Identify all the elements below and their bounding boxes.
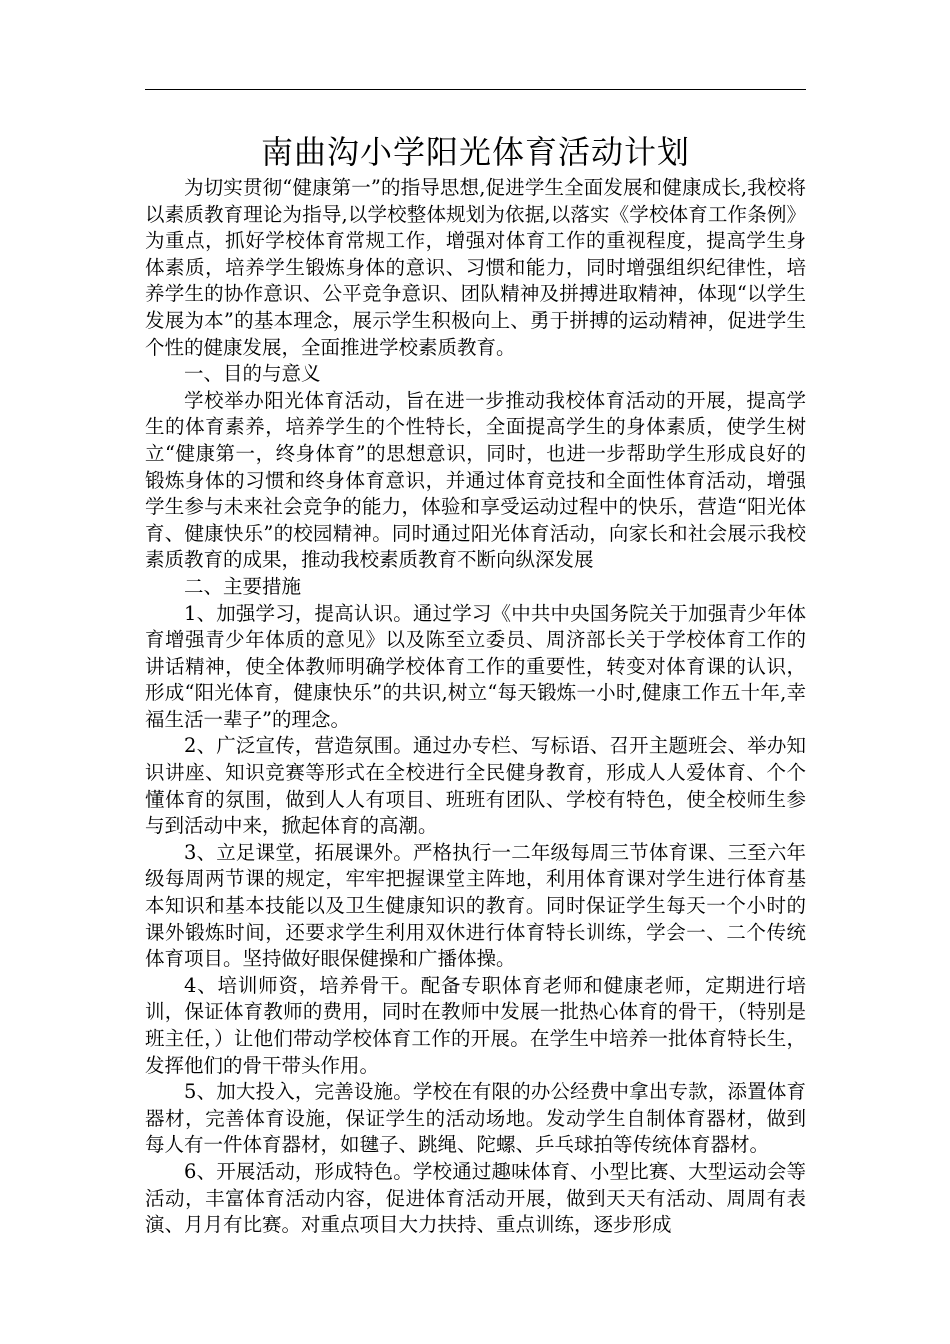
header-rule (145, 89, 806, 90)
section-heading-purpose: 一、目的与意义 (184, 362, 321, 386)
measure-paragraph-6: 6、开展活动，形成特色。学校通过趣味体育、小型比赛、大型运动会等活动，丰富体育活动内容，促进体育活动开展，做到天天有活动、周周有表演、月月有比赛。对重点项目大力扶持、重点训练，逐步形成 (145, 1159, 806, 1237)
measure-paragraph-1: 1、加强学习，提高认识。通过学习《中共中央国务院关于加强青少年体育增强青少年体质的意见》以及陈至立委员、周济部长关于学校体育工作的讲话精神，使全体教师明确学校体育工作的重要性，转变对体育课的认识，形成“阳光体育，健康快乐”的共识,树立“每天锻炼一小时,健康工作五十年,幸福生活一辈子”的理念。 (145, 601, 806, 731)
measure-paragraph-5: 5、加大投入，完善设施。学校在有限的办公经费中拿出专款，添置体育器材，完善体育设施，保证学生的活动场地。发动学生自制体育器材，做到每人有一件体育器材，如毽子、跳绳、陀螺、乒乓球拍等传统体育器材。 (145, 1080, 806, 1157)
purpose-paragraph: 学校举办阳光体育活动，旨在进一步推动我校体育活动的开展，提高学生的体育素养，培养学生的个性特长，全面提高学生的身体素质，使学生树立“健康第一，终身体育”的思想意识，同时，也进一步帮助学生形成良好的锻炼身体的习惯和终身体育意识，并通过体育竞技和全面性体育活动，增强学生参与未来社会竞争的能力，体验和享受运动过程中的快乐，营造“阳光体育、健康快乐”的校园精神。同时通过阳光体育活动，向家长和社会展示我校素质教育的成果，推动我校素质教育不断向纵深发展 (145, 388, 806, 572)
document-body (145, 175, 806, 1239)
measure-paragraph-2: 2、广泛宣传，营造氛围。通过办专栏、写标语、召开主题班会、举办知识讲座、知识竞赛等形式在全校进行全民健身教育，形成人人爱体育、个个懂体育的氛围，做到人人有项目、班班有团队、学校有特色，使全校师生参与到活动中来，掀起体育的高潮。 (145, 734, 806, 838)
section-heading-measures: 二、主要措施 (184, 574, 302, 598)
measure-paragraph-3: 3、立足课堂，拓展课外。严格执行一二年级每周三节体育课、三至六年级每周两节课的规定，牢牢把握课堂主阵地，利用体育课对学生进行体育基本知识和基本技能以及卫生健康知识的教育。同时保证学生每天一个小时的课外锻炼时间，还要求学生利用双休进行体育特长训练，学会一、二个传统体育项目。坚持做好眼保健操和广播体操。 (145, 840, 806, 971)
intro-paragraph: 为切实贯彻“健康第一”的指导思想,促进学生全面发展和健康成长,我校将以素质教育理论为指导,以学校整体规划为依据,以落实《学校体育工作条例》为重点，抓好学校体育常规工作，增强对体育工作的重视程度，提高学生身体素质，培养学生锻炼身体的意识、习惯和能力，同时增强组织纪律性，培养学生的协作意识、公平竞争意识、团队精神及拼搏进取精神，体现“以学生发展为本”的基本理念，展示学生积极向上、勇于拼搏的运动精神，促进学生个性的健康发展，全面推进学校素质教育。 (145, 176, 806, 359)
document-title: 南曲沟小学阳光体育活动计划 (260, 133, 690, 171)
measure-paragraph-4: 4、培训师资，培养骨干。配备专职体育老师和健康老师，定期进行培训，保证体育教师的费用，同时在教师中发展一批热心体育的骨干，（特别是班主任，）让他们带动学校体育工作的开展。在学生中培养一批体育特长生，发挥他们的骨干带头作用。 (145, 973, 806, 1077)
